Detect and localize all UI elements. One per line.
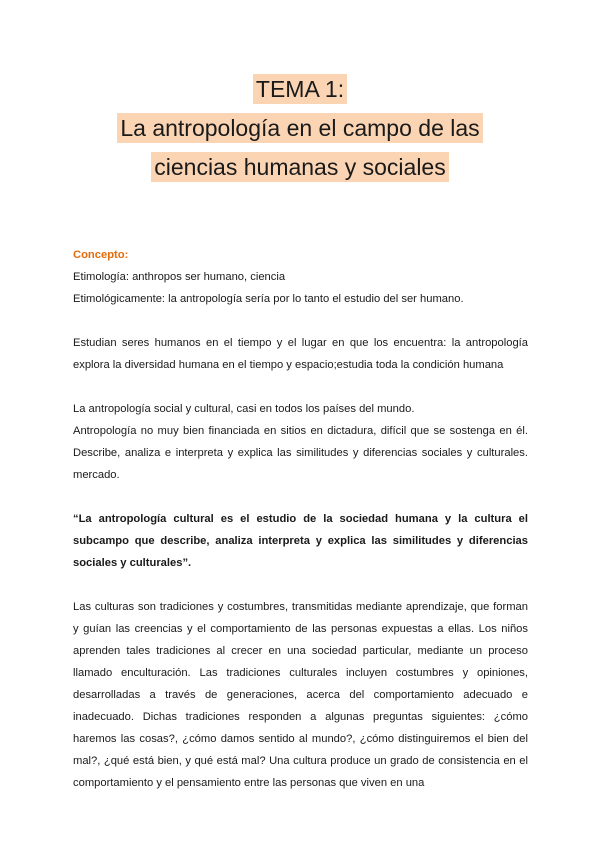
document-body	[73, 244, 528, 794]
title-line-1: La antropología en el campo de las	[117, 113, 482, 143]
etimologicamente-line: Etimológicamente: la antropología sería por lo tanto el estudio del ser humano.	[73, 293, 464, 305]
paragraph-estudian: Estudian seres humanos en el tiempo y el lugar en que los encuentra: la antropología explora la diversidad humana en el tiempo y espacio;estudia toda la condición humana	[73, 337, 528, 371]
concepto-label: Concepto:	[73, 249, 129, 261]
tema-heading: TEMA 1:	[253, 74, 347, 104]
title-line-2: ciencias humanas y sociales	[151, 152, 448, 182]
title-block	[0, 0, 600, 182]
paragraph-antropologia-social: La antropología social y cultural, casi en todos los países del mundo.	[73, 403, 415, 415]
paragraph-financiada: Antropología no muy bien financiada en sitios en dictadura, difícil que se sostenga en él. Describe, analiza e interpreta y explica las similitudes y diferencias sociales y culturales. mercado.	[73, 425, 528, 481]
etimologia-line: Etimología: anthropos ser humano, ciencia	[73, 271, 286, 283]
quote-definition: “La antropología cultural es el estudio de la sociedad humana y la cultura el subcampo que describe, analiza interpreta y explica las similitudes y diferencias sociales y culturales”.	[73, 513, 528, 569]
paragraph-culturas: Las culturas son tradiciones y costumbres, transmitidas mediante aprendizaje, que forman y guían las creencias y el comportamiento de las personas expuestas a ellas. Los niños aprenden tales tradiciones al crecer en una sociedad particular, mediante un proceso llamado enculturación. Las tradiciones culturales incluyen costumbres y opiniones, desarrolladas a través de generaciones, acerca del comportamiento adecuado e inadecuado. Dichas tradiciones responden a algunas preguntas siguientes: ¿cómo haremos las cosas?, ¿cómo damos sentido al mundo?, ¿cómo distinguiremos el bien del mal?, ¿qué está bien, y qué está mal? Una cultura produce un grado de consistencia en el comportamiento y el pensamiento entre las personas que viven en una	[73, 601, 528, 789]
